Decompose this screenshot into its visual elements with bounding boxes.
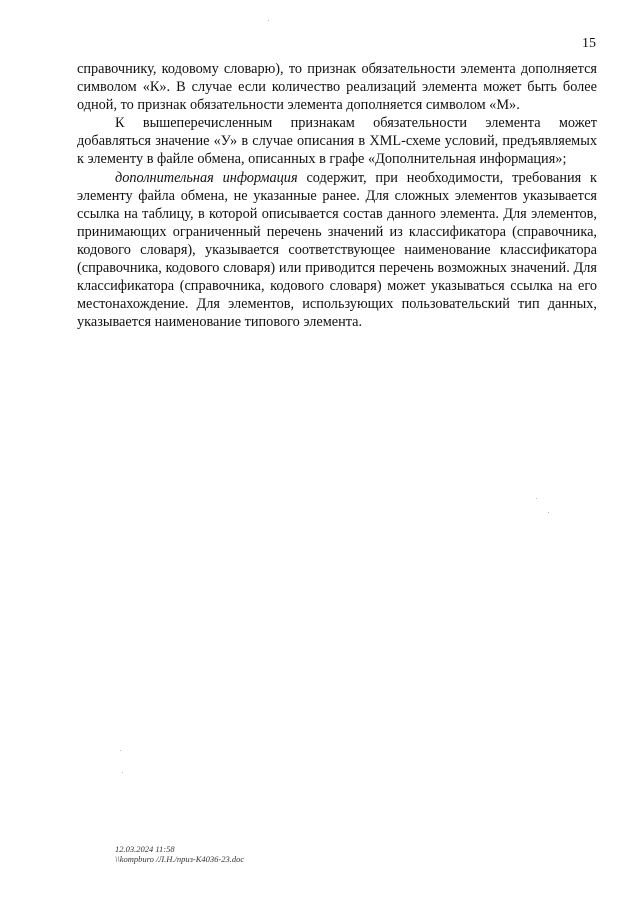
scan-speck: [268, 20, 269, 21]
scan-speck: [122, 772, 123, 773]
scan-speck: [548, 512, 549, 513]
additional-info-term: дополнительная информация: [115, 169, 298, 186]
scan-speck: [120, 750, 121, 751]
footer-timestamp: 12.03.2024 11:58: [115, 844, 175, 854]
page-number: 15: [582, 36, 596, 51]
footer-file-path: \\kompburo /Л.Н./приз-К4036-23.doc: [115, 854, 245, 864]
paragraph-u-value: К вышеперечисленным признакам обязательности элемента может добавляться значение «У» в случае описания в XML-схеме условий, предъявляемых к элементу в файле обмена, описанных в графе «Дополнительная информация»;: [77, 115, 597, 168]
paragraph-mandatory-symbols: справочнику, кодовому словарю), то признак обязательности элемента дополняется символом «К». В случае если количество реализаций элемента может быть более одной, то признак обязательности элемента дополняется символом «М».: [77, 61, 597, 114]
document-body: [77, 60, 597, 331]
scan-speck: [536, 498, 537, 499]
document-footer: [115, 844, 244, 864]
additional-info-text: содержит, при необходимости, требования к элементу файла обмена, не указанные ранее. Для сложных элементов указывается ссылка на таблицу, в которой описывается состав данного элемента. Для элементов, принимающих ограниченный перечень значений из классификатора (справочника, кодового словаря), указывается соответствующее наименование классификатора (справочника, кодового словаря) или приводится перечень возможных значений. Для классификатора (справочника, кодового словаря) может указываться ссылка на его местонахождение. Для элементов, использующих пользовательский тип данных, указывается наименование типового элемента.: [77, 169, 597, 331]
paragraph-additional-info: [77, 169, 597, 332]
